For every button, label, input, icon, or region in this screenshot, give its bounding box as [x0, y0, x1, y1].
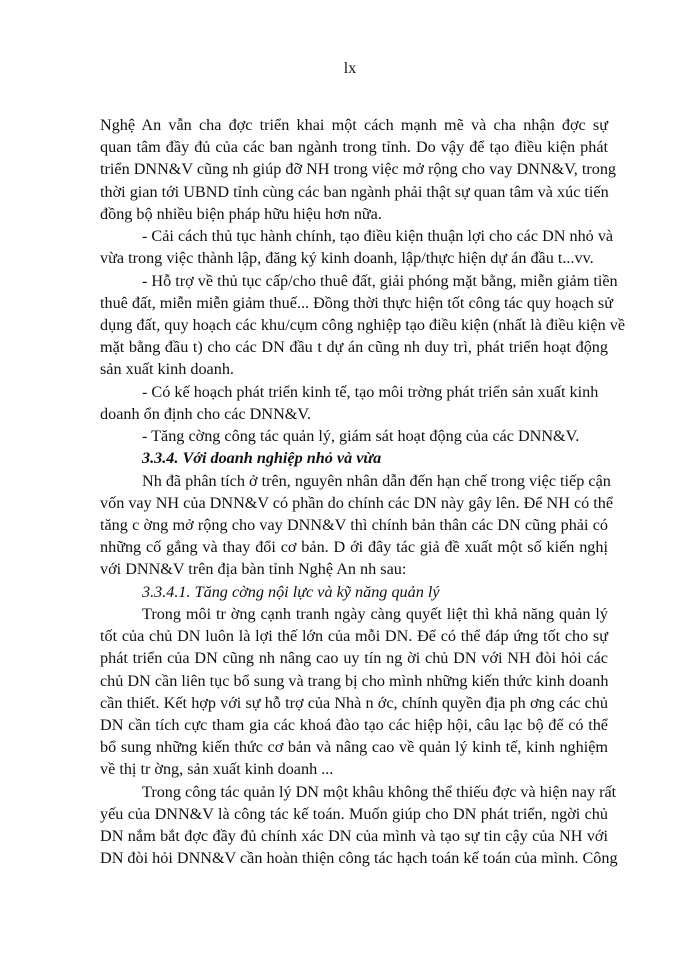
bullet-line: - Tăng cờng công tác quản lý, giám sát hoạt động của các DNN&V. [142, 427, 580, 445]
section-heading: 3.3.4. Với doanh nghiệp nhỏ và vừa [142, 449, 382, 467]
text-line: quan tâm đầy đủ của các ban ngành trong tỉnh. Do vậy để tạo điều kiện phát [100, 138, 608, 156]
text-line: với DNN&V trên địa bàn tỉnh Nghệ An nh sau: [100, 560, 407, 578]
text-line: đồng bộ nhiều biện pháp hữu hiệu hơn nữa. [100, 205, 382, 223]
subsection-heading: 3.3.4.1. Tăng cờng nội lực và kỹ năng quản lý [142, 583, 440, 601]
text-line: doanh ổn định cho các DNN&V. [100, 405, 311, 423]
text-line: những cố gắng và thay đổi cơ bản. D ới đây tác giả đề xuất một số kiến nghị [100, 538, 608, 556]
text-line: chủ DN cần liên tục bổ sung và trang bị cho mình những kiến thức kinh doanh [100, 672, 609, 690]
text-line: triển DNN&V cũng nh giúp đỡ NH trong việc mở rộng cho vay DNN&V, trong [100, 160, 617, 178]
page-number: lx [343, 60, 357, 77]
bullet-line: - Có kế hoạch phát triển kinh tế, tạo môi trờng phát triển sản xuất kinh [142, 383, 599, 401]
text-line: vốn vay NH của DNN&V có phần do chính các DN này gây lên. Để NH có thể [100, 494, 614, 512]
text-line: về thị tr ờng, sản xuất kinh doanh ... [100, 760, 334, 778]
bullet-line: - Cải cách thủ tục hành chính, tạo điều kiện thuận lợi cho các DN nhỏ và [142, 227, 614, 245]
text-line: cần thiết. Kết hợp với sự hỗ trợ của Nhà n ớc, chính quyền địa ph ơng các chủ [100, 694, 608, 712]
text-line: Nghệ An vẫn cha đợc triển khai một cách mạnh mẽ và cha nhận đợc sự [100, 116, 608, 134]
text-line: bổ sung những kiến thức cơ bản và nâng cao về quản lý kinh tế, kinh nghiệm [100, 738, 608, 756]
bullet-line: - Hỗ trợ về thủ tục cấp/cho thuê đất, giải phóng mặt bằng, miễn giảm tiền [142, 272, 618, 290]
text-line: sản xuất kinh doanh. [100, 360, 234, 378]
text-line: dụng đất, quy hoạch các khu/cụm công nghiệp tạo điều kiện (nhất là điều kiện về [100, 316, 626, 334]
text-line: vừa trong việc thành lập, đăng ký kinh doanh, lập/thực hiện dự án đầu t...vv. [100, 249, 594, 267]
text-line: Nh đã phân tích ở trên, nguyên nhân dẫn đến hạn chế trong việc tiếp cận [142, 472, 611, 490]
text-line: yếu của DNN&V là công tác kế toán. Muốn giúp cho DN phát triển, ngời chủ [100, 805, 608, 823]
text-line: Trong môi tr ờng cạnh tranh ngày càng quyết liệt thì khả năng quản lý [142, 605, 608, 623]
text-line: tăng c ờng mở rộng cho vay DNN&V thì chính bản thân các DN cũng phải có [100, 516, 608, 534]
text-line: phát triển của DN cũng nh nâng cao uy tín ng ời chủ DN với NH đòi hỏi các [100, 649, 608, 667]
text-line: thời gian tới UBND tỉnh cùng các ban ngành phải thật sự quan tâm và xúc tiến [100, 183, 609, 201]
text-line: tốt của chủ DN luôn là lợi thế lớn của mỗi DN. Để có thể đáp ứng tốt cho sự [100, 627, 608, 645]
text-line: Trong công tác quản lý DN một khâu không thể thiếu đợc và hiện nay rất [142, 783, 617, 801]
text-line: DN nắm bắt đợc đầy đủ chính xác DN của mình và tạo sự tin cậy của NH với [100, 827, 608, 845]
text-line: DN cần tích cực tham gia các khoá đào tạo các hiệp hội, câu lạc bộ để có thể [100, 716, 608, 734]
text-line: DN đòi hỏi DNN&V cần hoàn thiện công tác hạch toán kế toán của mình. Công [100, 849, 618, 867]
text-line: thuê đất, miễn miễn giảm thuế... Đồng thời thực hiện tốt công tác quy hoạch sử [100, 294, 613, 312]
text-line: mặt bằng đầu t) cho các DN đầu t dự án cũng nh duy trì, phát triển hoạt động [100, 338, 608, 356]
